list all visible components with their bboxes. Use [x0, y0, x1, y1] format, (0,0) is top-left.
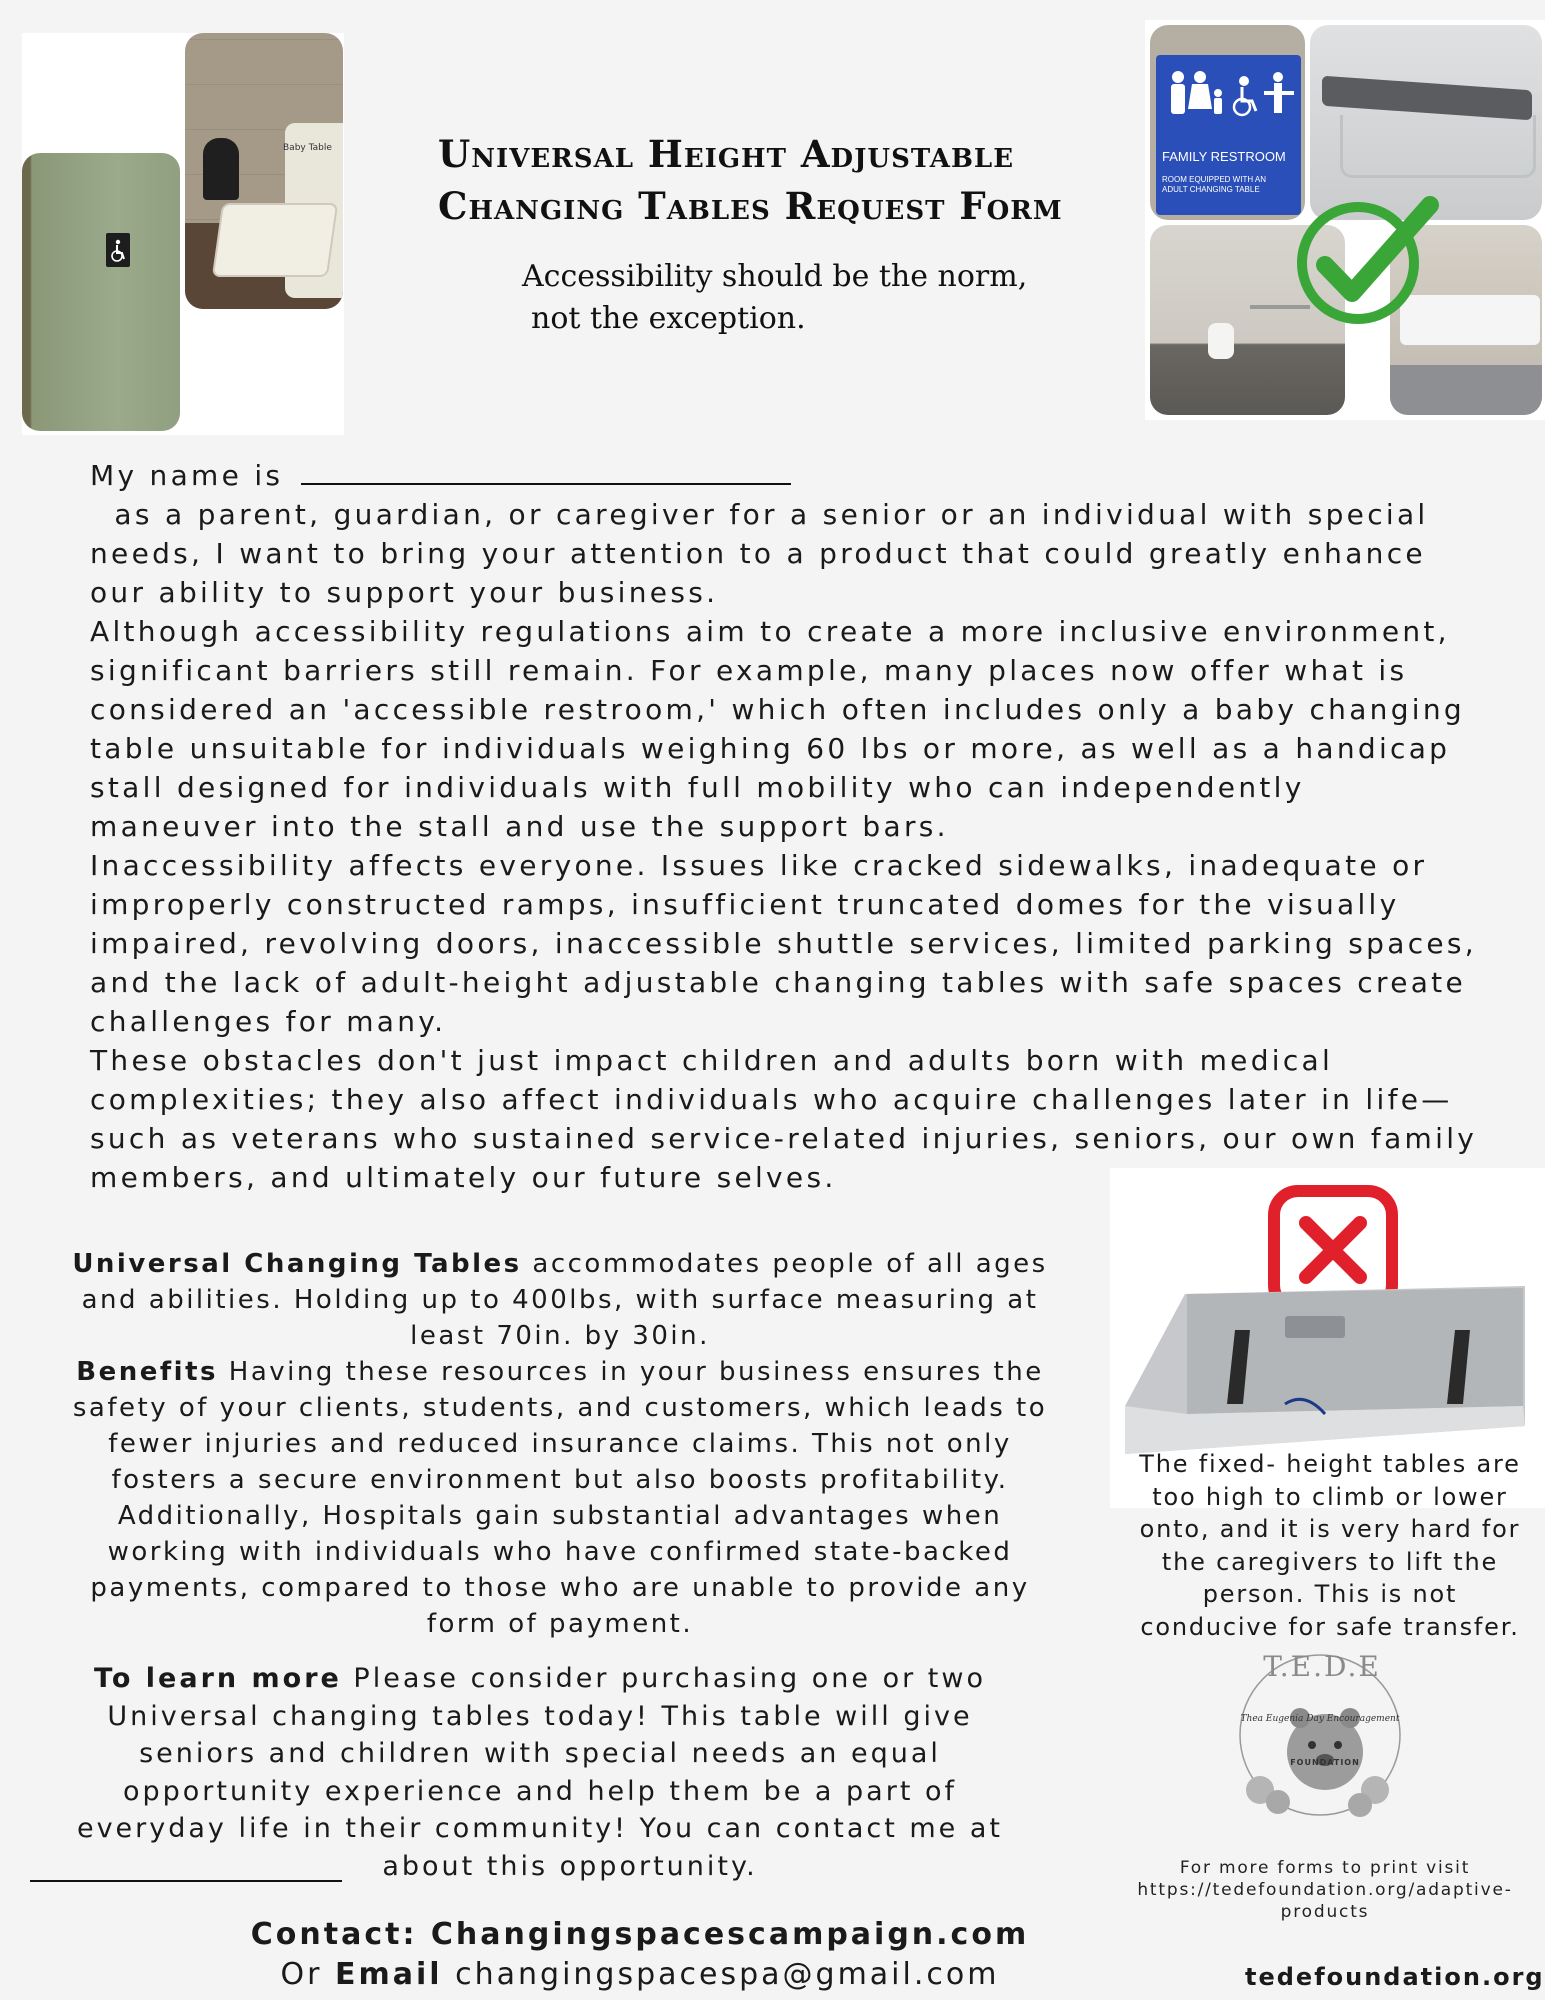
table-rail — [1340, 115, 1536, 178]
intro-line: table unsuitable for individuals weighing 60 lbs or more, as well as a handicap — [90, 732, 1451, 765]
caption-line: onto, and it is very hard for — [1139, 1515, 1521, 1543]
intro-line: and the lack of adult-height adjustable changing tables with safe spaces create — [90, 966, 1466, 999]
intro-line: These obstacles don't just impact children and adults born with medical — [90, 1044, 1334, 1077]
right-photo-collage — [1145, 20, 1545, 420]
benefits-heading: Benefits — [76, 1357, 218, 1387]
intro-line: such as veterans who sustained service-related injuries, seniors, our own family — [90, 1122, 1478, 1155]
trash-can — [203, 138, 239, 200]
learn-line-1: To learn more Please consider purchasing one or two — [94, 1663, 986, 1694]
family-restroom-sign-photo — [1150, 25, 1305, 220]
name-line — [90, 456, 1530, 495]
floor — [1390, 365, 1542, 415]
intro-line: as a parent, guardian, or caregiver for a senior or an individual with special — [90, 498, 1429, 531]
intro-line: needs, I want to bring your attention to a product that could greatly enhance — [90, 537, 1426, 570]
more-forms-link[interactable]: https://tedefoundation.org/adaptive- — [1137, 1880, 1513, 1900]
benefits-paragraph — [20, 1390, 1100, 1642]
benefits-line: Additionally, Hospitals gain substantial advantages when — [117, 1501, 1003, 1531]
toilet — [1208, 323, 1234, 359]
caption-line: too high to climb or lower — [1152, 1482, 1508, 1511]
learn-line: Universal changing tables today! This table will give — [107, 1700, 973, 1732]
benefits-section — [20, 1246, 1100, 1642]
contact-website[interactable]: Contact: Changingspacescampaign.com — [250, 1917, 1030, 1952]
contact-email-line: Or Email changingspacespa@gmail.com — [280, 1957, 1000, 1992]
name-blank[interactable] — [301, 457, 791, 485]
intro-line: maneuver into the stall and use the support bars. — [90, 810, 949, 843]
caption-line: conducive for safe transfer. — [1140, 1612, 1520, 1641]
intro-section — [90, 456, 1530, 1197]
sign-subtitle: ROOM EQUIPPED WITH AN ADULT CHANGING TABLE — [1162, 175, 1267, 194]
family-figures-icon — [1156, 63, 1301, 133]
intro-line: considered an 'accessible restroom,' which often includes only a baby changing — [90, 693, 1465, 726]
intro-line: improperly constructed ramps, insufficient truncated domes for the visually — [90, 888, 1400, 921]
blue-sign — [1156, 55, 1301, 215]
logo-foundation: FOUNDATION — [1290, 1758, 1360, 1767]
learn-more-section — [40, 1660, 1040, 1885]
intro-line: our ability to support your business. — [90, 576, 719, 609]
tagline-line-2: not the exception. — [531, 301, 806, 336]
contact-blank-line[interactable] — [30, 1880, 342, 1882]
check-mark-icon — [1290, 185, 1440, 335]
baby-changing-station-photo — [185, 33, 343, 309]
more-forms-line-3: products — [1280, 1902, 1370, 1922]
steel-table — [1125, 1286, 1535, 1458]
benefits-line-1: Benefits Having these resources in your business ensures the — [76, 1357, 1044, 1387]
learn-line: opportunity experience and help them be a part of — [122, 1775, 958, 1807]
caption-line: The fixed- height tables are — [1139, 1450, 1521, 1478]
baby-table-label: Baby Table — [283, 143, 332, 153]
learn-paragraph — [40, 1698, 1040, 1886]
email-label: Email — [335, 1957, 443, 1992]
universal-line-1: Universal Changing Tables accommodates people of all ages — [72, 1249, 1048, 1279]
intro-line: stall designed for individuals with full mobility who can independently — [90, 771, 1305, 804]
more-forms-line-1: For more forms to print visit — [1179, 1858, 1471, 1878]
learn-heading: To learn more — [94, 1663, 342, 1694]
more-forms-note — [1100, 1857, 1545, 1923]
learn-line: everyday life in their community! You can contact me at — [76, 1813, 1004, 1844]
sign-title: FAMILY RESTROOM — [1162, 149, 1286, 164]
universal-line-3: least 70in. by 30in. — [410, 1321, 710, 1351]
contact-section — [240, 1915, 1040, 1995]
intro-line: complexities; they also affect individuals who acquire challenges later in life— — [90, 1083, 1453, 1116]
intro-line: challenges for many. — [90, 1005, 447, 1038]
left-photo-collage — [22, 33, 344, 435]
tagline-line-1: Accessibility should be the norm, — [522, 259, 1028, 294]
logo-script: Thea Eugenia Day Encouragement — [1240, 1714, 1400, 1724]
intro-paragraph — [90, 495, 1530, 1197]
wheelchair-sign-icon — [106, 233, 130, 267]
universal-heading: Universal Changing Tables — [72, 1249, 522, 1279]
benefits-line: payments, compared to those who are unable to provide any — [90, 1573, 1030, 1603]
fixed-table-caption — [1115, 1448, 1545, 1643]
universal-line-2: and abilities. Holding up to 400lbs, with surface measuring at — [81, 1285, 1039, 1315]
intro-line: Although accessibility regulations aim to create a more inclusive environment, — [90, 615, 1450, 648]
restroom-door-photo — [22, 153, 180, 431]
caption-line: person. This is not — [1202, 1580, 1458, 1608]
tede-foundation-logo — [1220, 1640, 1420, 1840]
benefits-line: form of payment. — [426, 1609, 694, 1639]
footer-website[interactable]: tedefoundation.org — [1245, 1963, 1545, 1991]
title-line-2: Changing Tables Request Form — [438, 184, 1063, 228]
benefits-line: working with individuals who have confirmed state-backed — [107, 1537, 1013, 1567]
benefits-line: fosters a secure environment but also boosts profitability. — [111, 1465, 1009, 1495]
tagline — [522, 256, 1027, 340]
fold-down-table — [212, 203, 338, 277]
table-surface — [1322, 76, 1532, 121]
logo-letters: T.E.D.E — [1263, 1650, 1381, 1683]
intro-line: impaired, revolving doors, inaccessible shuttle services, limited parking spaces, — [90, 927, 1478, 960]
name-prefix: My name is — [90, 459, 284, 492]
learn-line: about this opportunity. — [382, 1850, 758, 1882]
benefits-line: fewer injuries and reduced insurance claims. This not only — [108, 1429, 1012, 1459]
intro-line: significant barriers still remain. For example, many places now offer what is — [90, 654, 1408, 687]
intro-line: members, and ultimately our future selves. — [90, 1161, 837, 1194]
benefits-line: safety of your clients, students, and customers, which leads to — [72, 1393, 1048, 1423]
caption-line: the caregivers to lift the — [1161, 1547, 1499, 1576]
title-line-1: Universal Height Adjustable — [438, 132, 1015, 176]
contact-email[interactable]: changingspacespa@gmail.com — [442, 1957, 1000, 1992]
page-title — [438, 128, 1118, 232]
learn-line: seniors and children with special needs an equal — [139, 1738, 941, 1769]
intro-line: Inaccessibility affects everyone. Issues like cracked sidewalks, inadequate or — [90, 849, 1428, 882]
